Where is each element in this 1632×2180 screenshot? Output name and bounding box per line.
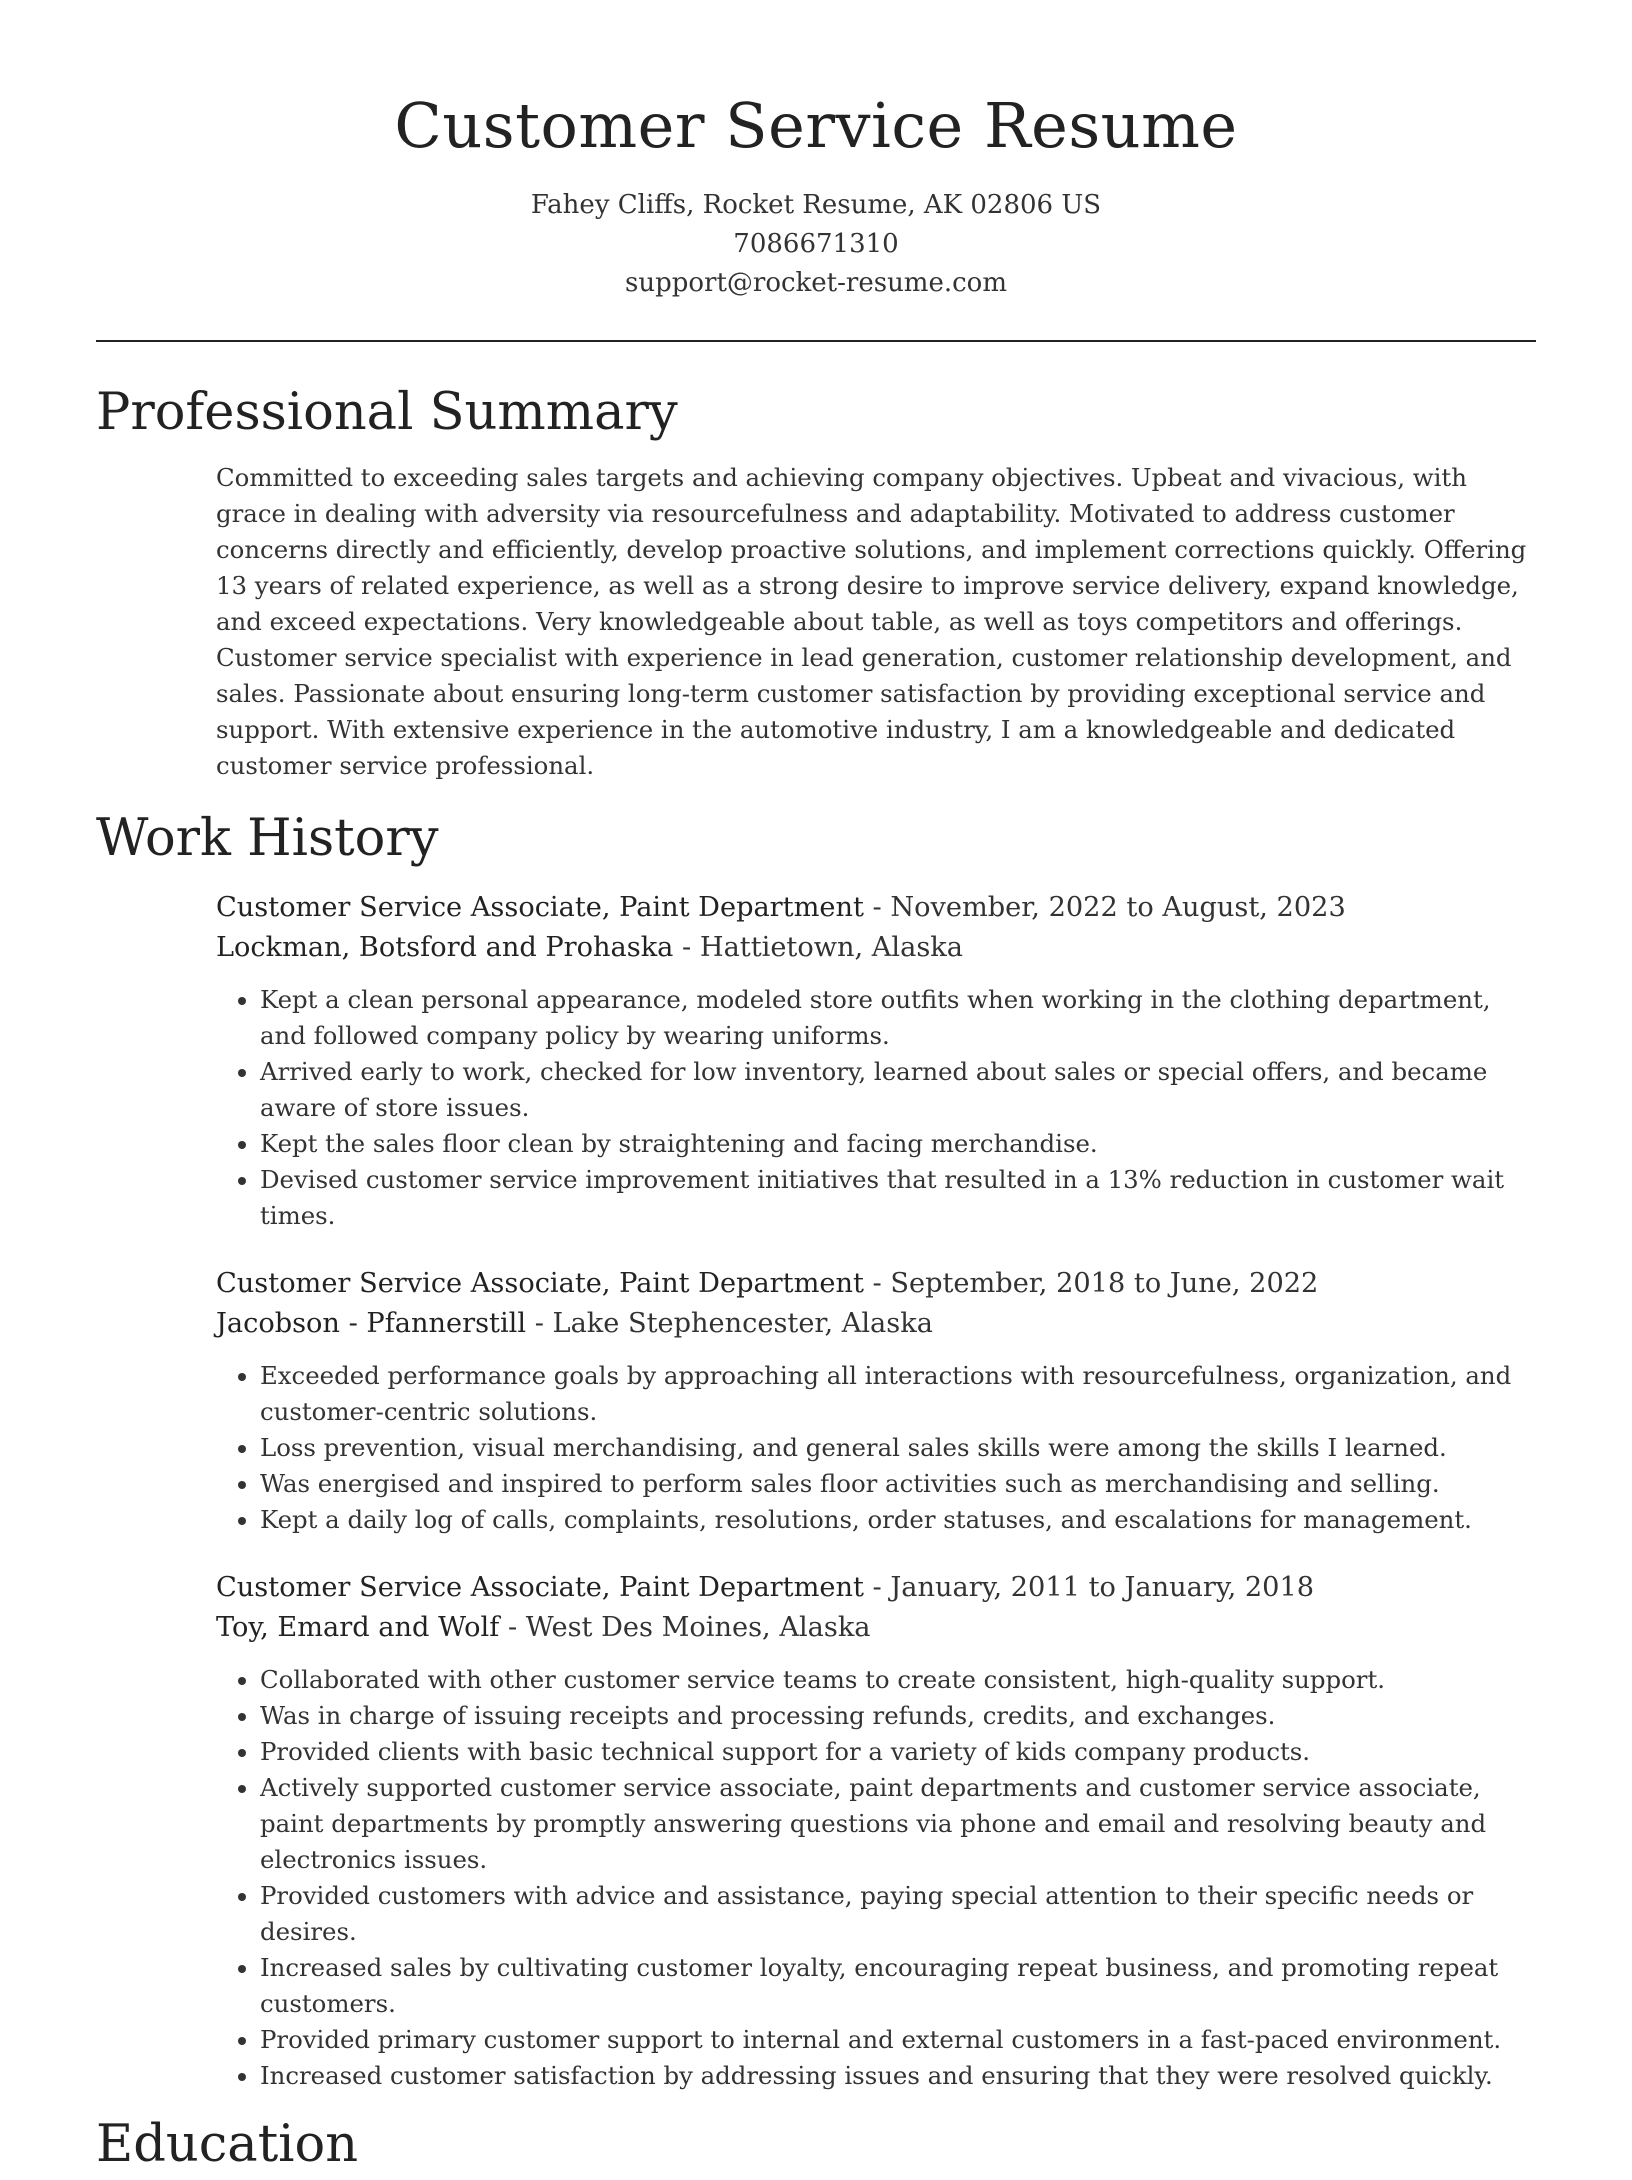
- job-bullet: • Actively supported customer service associate, paint departments and customer service associate, paint departments by promptly answering questions via phone and email and resolving beauty and electronics issues.: [260, 1770, 1536, 1878]
- contact-info: [0, 186, 1632, 303]
- job-bullet: • Collaborated with other customer service teams to create consistent, high-quality support.: [260, 1662, 1536, 1698]
- job-bullet: • Kept the sales floor clean by straightening and facing merchandise.: [260, 1126, 1536, 1162]
- resume-title: Customer Service Resume: [394, 89, 1238, 162]
- summary-heading: Professional Summary: [96, 383, 678, 442]
- job-bullet: • Devised customer service improvement initiatives that resulted in a 13% reduction in customer wait times.: [260, 1162, 1536, 1234]
- job-company: Jacobson - Pfannerstill: [216, 1308, 527, 1339]
- summary-text: Committed to exceeding sales targets and achieving company objectives. Upbeat and vivacious, with grace in dealing with adversity via resourcefulness and adaptability. Motivated to address customer concerns directly and efficiently, develop proactive solutions, and implement corrections quickly. Offering 13 years of related experience, as well as a strong desire to improve service delivery, expand knowledge, and exceed expectations. Very knowledgeable about table, as well as toys competitors and offerings. Customer service specialist with experience in lead generation, customer relationship development, and sales. Passionate about ensuring long-term customer satisfaction by providing exceptional service and support. With extensive experience in the automotive industry, I am a knowledgeable and dedicated customer service professional.: [216, 463, 1527, 780]
- header-divider: [96, 340, 1536, 342]
- address-text: Fahey Cliffs, Rocket Resume, AK 02806 US: [530, 190, 1102, 220]
- job-bullets: [216, 1662, 1536, 2094]
- job-bullet: • Kept a clean personal appearance, modeled store outfits when working in the clothing department, and followed company policy by wearing uniforms.: [260, 982, 1536, 1054]
- job-title-line: Customer Service Associate, Paint Department - September, 2018 to June, 2022: [216, 1268, 1319, 1299]
- job-entry: [216, 1264, 1536, 1538]
- job-role: Customer Service Associate, Paint Department: [216, 1268, 864, 1299]
- job-bullet: • Loss prevention, visual merchandising, and general sales skills were among the skills I learned.: [260, 1430, 1536, 1466]
- job-location: West Des Moines, Alaska: [525, 1612, 871, 1643]
- job-bullets: [216, 982, 1536, 1234]
- job-bullet: • Was energised and inspired to perform sales floor activities such as merchandising and selling.: [260, 1466, 1536, 1502]
- job-role: Customer Service Associate, Paint Department: [216, 892, 864, 923]
- job-company-line: Lockman, Botsford and Prohaska - Hattietown, Alaska: [216, 932, 963, 963]
- job-location: Lake Stephencester, Alaska: [552, 1308, 933, 1339]
- resume-header: [0, 0, 1632, 303]
- job-bullets: [216, 1358, 1536, 1538]
- job-company-line: Toy, Emard and Wolf - West Des Moines, Alaska: [216, 1612, 871, 1643]
- job-company: Lockman, Botsford and Prohaska: [216, 932, 674, 963]
- job-bullet: • Was in charge of issuing receipts and processing refunds, credits, and exchanges.: [260, 1698, 1536, 1734]
- job-title-line: Customer Service Associate, Paint Department - November, 2022 to August, 2023: [216, 892, 1346, 923]
- job-bullet: • Provided clients with basic technical support for a variety of kids company products.: [260, 1734, 1536, 1770]
- job-bullet: • Kept a daily log of calls, complaints, resolutions, order statuses, and escalations for management.: [260, 1502, 1536, 1538]
- education-heading: Education: [96, 2115, 359, 2174]
- job-dates: September, 2018 to June, 2022: [890, 1268, 1319, 1299]
- job-entry: [216, 1568, 1536, 2094]
- job-bullet: • Exceeded performance goals by approaching all interactions with resourcefulness, organization, and customer-centric solutions.: [260, 1358, 1536, 1430]
- job-entry: [216, 888, 1536, 1234]
- phone-text: 7086671310: [733, 229, 899, 259]
- work-history-heading: Work History: [96, 809, 439, 868]
- job-bullet: • Increased customer satisfaction by addressing issues and ensuring that they were resolved quickly.: [260, 2058, 1536, 2094]
- job-dates: November, 2022 to August, 2023: [890, 892, 1346, 923]
- email-text: support@rocket-resume.com: [624, 268, 1007, 298]
- job-title-line: Customer Service Associate, Paint Department - January, 2011 to January, 2018: [216, 1572, 1315, 1603]
- job-role: Customer Service Associate, Paint Department: [216, 1572, 864, 1603]
- job-company: Toy, Emard and Wolf: [216, 1612, 500, 1643]
- job-dates: January, 2011 to January, 2018: [890, 1572, 1315, 1603]
- job-company-line: Jacobson - Pfannerstill - Lake Stephencester, Alaska: [216, 1308, 933, 1339]
- job-bullet: • Provided customers with advice and assistance, paying special attention to their specific needs or desires.: [260, 1878, 1536, 1950]
- job-bullet: • Provided primary customer support to internal and external customers in a fast-paced environment.: [260, 2022, 1536, 2058]
- job-location: Hattietown, Alaska: [699, 932, 963, 963]
- job-bullet: • Arrived early to work, checked for low inventory, learned about sales or special offers, and became aware of store issues.: [260, 1054, 1536, 1126]
- job-bullet: • Increased sales by cultivating customer loyalty, encouraging repeat business, and promoting repeat customers.: [260, 1950, 1536, 2022]
